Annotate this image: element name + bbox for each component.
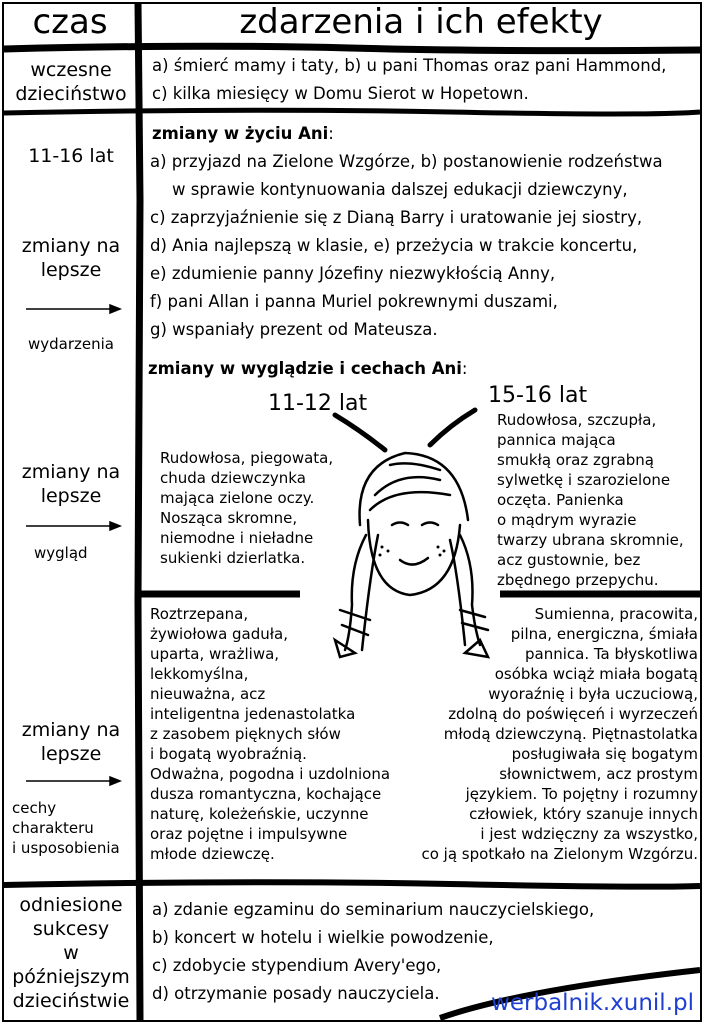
young-appearance: Rudowłosa, piegowata, chuda dziewczynka mająca zielone oczy. Nosząca skromne, niemodne i nieładne sukienki dzierlatka. (160, 449, 334, 567)
early-childhood-events: a) śmierć mamy i taty, b) u pani Thomas oraz pani Hammond, c) kilka miesięcy w Domu Sierot w Hopetown. (152, 56, 667, 103)
old-character: Sumienna, pracowita, pilna, energiczna, śmiała pannica. Ta błyskotliwa osóbka wciąż miała bogatą wyoraźnię i była uczuciową, zdolną do poświęceń i wyrzeczeń młodą dziewczyną. Piętnastolatka posługiwała się bogatym słownictwem, acz prostym językiem. To pojętny i rozumny człowiek, który szanuje innych i jest wdzięczny za wszystko, co ją spotkało na Zielonym Wzgórzu. (421, 605, 698, 863)
appearance-label: zmiany na lepsze (21, 461, 121, 507)
age-old: 15-16 lat (488, 383, 588, 408)
old-appearance: Rudowłosa, szczupła, pannica mająca smukłą oraz zgrabną sylwetkę i szarozielone oczęta. Panienka o mądrym wyrazie twarzy ubrana skromnie, acz gustownie, bez zbędnego przepychu. (497, 411, 684, 589)
age-young: 11-12 lat (268, 391, 368, 416)
site-link[interactable]: werbalnik.xunil.pl (491, 990, 694, 1016)
later-success-list: a) zdanie egzaminu do seminarium nauczycielskiego, b) koncert w hotelu i wielkie powodzenie, c) zdobycie stypendium Avery'ego, d) otrzymanie posady nauczyciela. (152, 900, 595, 1003)
header-time: czas (32, 2, 108, 42)
age-range: 11-16 lat (28, 145, 114, 167)
better-changes-label: zmiany na lepsze (21, 235, 121, 281)
early-childhood-label: wczesne dzieciństwo (15, 59, 127, 105)
character-sublabel: cechy charakteru i usposobienia (12, 799, 120, 857)
appearance-heading: zmiany w wyglądzie i cechach Ani: (148, 359, 468, 378)
later-success-label: odniesione sukcesy w późniejszym dzieciństwie (12, 894, 130, 1012)
appearance-sublabel: wygląd (34, 544, 88, 562)
header-events: zdarzenia i ich efekty (239, 2, 603, 42)
events-sublabel: wydarzenia (28, 335, 114, 353)
character-label: zmiany na lepsze (21, 719, 121, 765)
life-changes-list: a) przyjazd na Zielone Wzgórze, b) postanowienie rodzeństwa w sprawie kontynuowania dalszej edukacji dziewczyny, c) zaprzyjaźnienie się z Dianą Barry i uratowanie jej siostry, d) Ania najlepszą w klasie, e) przeżycia w trakcie koncertu, e) zdumienie panny Józefiny niezwykłością Anny, f) pani Allan i panna Muriel pokrewnymi duszami, g) wspaniały prezent od Mateusza. (150, 152, 663, 339)
life-changes-heading: zmiany w życiu Ani: (152, 124, 334, 143)
young-character: Roztrzepana, żywiołowa gaduła, uparta, wrażliwa, lekkomyślna, nieuważna, acz inteligentna jedenastolatka z zasobem pięknych słów i bogatą wyobraźnią. Odważna, pogodna i uzdolniona dusza romantyczna, kochające naturę, koleżeńskie, uczynne oraz pojętne i impulsywne młode dziewczę. (150, 605, 391, 863)
